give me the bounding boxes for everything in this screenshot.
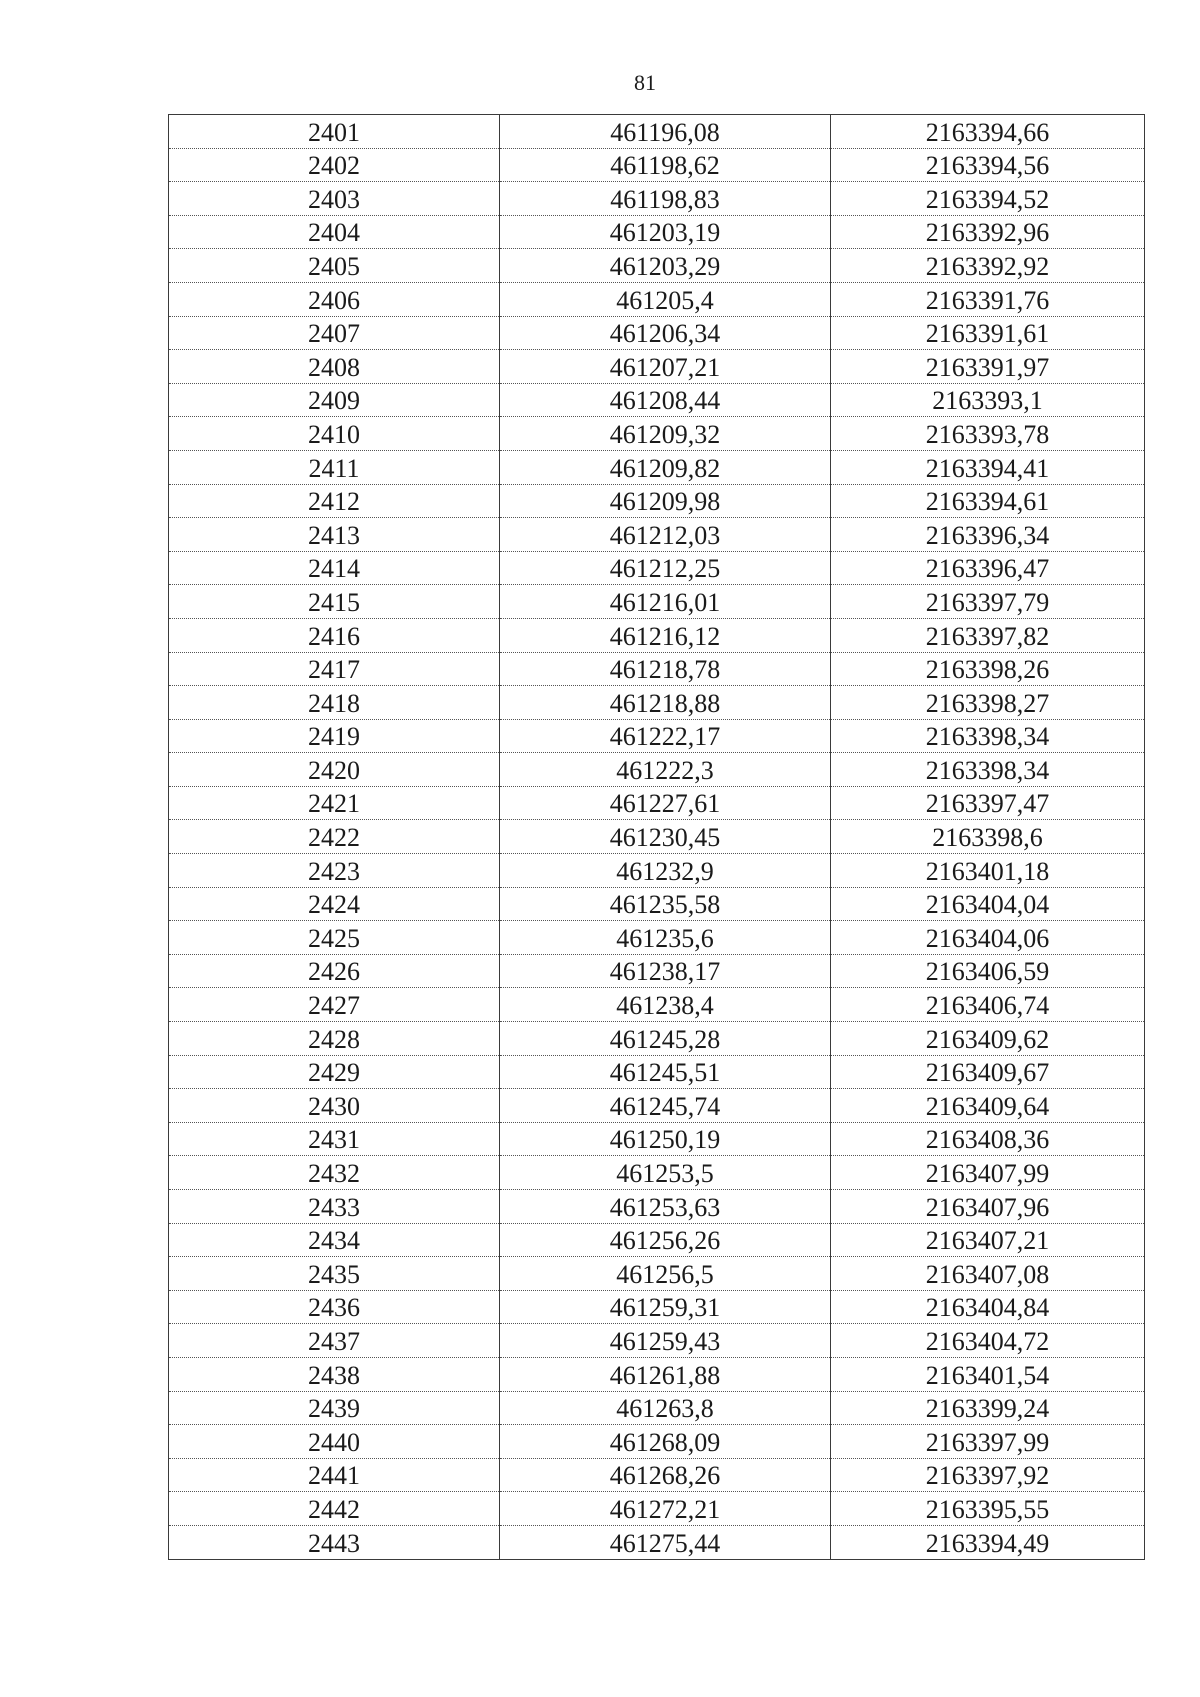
x-coordinate-cell: 461222,17 bbox=[500, 719, 831, 753]
table-row bbox=[169, 1190, 1145, 1224]
y-coordinate-cell: 2163406,74 bbox=[831, 988, 1145, 1022]
point-number-cell: 2425 bbox=[169, 921, 500, 955]
x-coordinate-cell: 461222,3 bbox=[500, 753, 831, 787]
x-coordinate-cell: 461253,5 bbox=[500, 1156, 831, 1190]
table-row bbox=[169, 1055, 1145, 1089]
x-coordinate-cell: 461206,34 bbox=[500, 316, 831, 350]
point-number-cell: 2427 bbox=[169, 988, 500, 1022]
point-number-cell: 2433 bbox=[169, 1190, 500, 1224]
y-coordinate-cell: 2163396,34 bbox=[831, 518, 1145, 552]
table-row bbox=[169, 1425, 1145, 1459]
point-number-cell: 2409 bbox=[169, 383, 500, 417]
point-number-cell: 2439 bbox=[169, 1391, 500, 1425]
point-number-cell: 2414 bbox=[169, 551, 500, 585]
table-row bbox=[169, 1257, 1145, 1291]
x-coordinate-cell: 461268,26 bbox=[500, 1458, 831, 1492]
table-row bbox=[169, 1391, 1145, 1425]
point-number-cell: 2424 bbox=[169, 887, 500, 921]
x-coordinate-cell: 461209,32 bbox=[500, 417, 831, 451]
table-row bbox=[169, 887, 1145, 921]
point-number-cell: 2410 bbox=[169, 417, 500, 451]
y-coordinate-cell: 2163397,79 bbox=[831, 585, 1145, 619]
point-number-cell: 2404 bbox=[169, 215, 500, 249]
table-row bbox=[169, 1525, 1145, 1559]
x-coordinate-cell: 461272,21 bbox=[500, 1492, 831, 1526]
coordinates-table-body bbox=[169, 115, 1145, 1560]
y-coordinate-cell: 2163394,49 bbox=[831, 1525, 1145, 1559]
x-coordinate-cell: 461208,44 bbox=[500, 383, 831, 417]
x-coordinate-cell: 461209,98 bbox=[500, 484, 831, 518]
table-row bbox=[169, 1324, 1145, 1358]
table-row bbox=[169, 1223, 1145, 1257]
coordinates-table bbox=[168, 114, 1145, 1560]
x-coordinate-cell: 461238,4 bbox=[500, 988, 831, 1022]
x-coordinate-cell: 461250,19 bbox=[500, 1122, 831, 1156]
y-coordinate-cell: 2163404,04 bbox=[831, 887, 1145, 921]
point-number-cell: 2432 bbox=[169, 1156, 500, 1190]
y-coordinate-cell: 2163392,96 bbox=[831, 215, 1145, 249]
point-number-cell: 2406 bbox=[169, 282, 500, 316]
y-coordinate-cell: 2163407,21 bbox=[831, 1223, 1145, 1257]
y-coordinate-cell: 2163407,96 bbox=[831, 1190, 1145, 1224]
x-coordinate-cell: 461268,09 bbox=[500, 1425, 831, 1459]
y-coordinate-cell: 2163404,72 bbox=[831, 1324, 1145, 1358]
point-number-cell: 2421 bbox=[169, 786, 500, 820]
point-number-cell: 2437 bbox=[169, 1324, 500, 1358]
y-coordinate-cell: 2163398,34 bbox=[831, 753, 1145, 787]
y-coordinate-cell: 2163394,52 bbox=[831, 182, 1145, 216]
x-coordinate-cell: 461205,4 bbox=[500, 282, 831, 316]
y-coordinate-cell: 2163397,92 bbox=[831, 1458, 1145, 1492]
y-coordinate-cell: 2163397,47 bbox=[831, 786, 1145, 820]
y-coordinate-cell: 2163396,47 bbox=[831, 551, 1145, 585]
table-row bbox=[169, 686, 1145, 720]
table-row bbox=[169, 316, 1145, 350]
x-coordinate-cell: 461212,25 bbox=[500, 551, 831, 585]
table-row bbox=[169, 786, 1145, 820]
y-coordinate-cell: 2163409,64 bbox=[831, 1089, 1145, 1123]
table-row bbox=[169, 753, 1145, 787]
table-row bbox=[169, 1290, 1145, 1324]
y-coordinate-cell: 2163391,97 bbox=[831, 350, 1145, 384]
y-coordinate-cell: 2163398,26 bbox=[831, 652, 1145, 686]
table-row bbox=[169, 854, 1145, 888]
point-number-cell: 2428 bbox=[169, 1022, 500, 1056]
x-coordinate-cell: 461203,19 bbox=[500, 215, 831, 249]
table-row bbox=[169, 820, 1145, 854]
y-coordinate-cell: 2163392,92 bbox=[831, 249, 1145, 283]
point-number-cell: 2401 bbox=[169, 115, 500, 149]
point-number-cell: 2403 bbox=[169, 182, 500, 216]
y-coordinate-cell: 2163409,67 bbox=[831, 1055, 1145, 1089]
table-row bbox=[169, 1357, 1145, 1391]
point-number-cell: 2434 bbox=[169, 1223, 500, 1257]
x-coordinate-cell: 461216,12 bbox=[500, 618, 831, 652]
table-row bbox=[169, 115, 1145, 149]
x-coordinate-cell: 461259,43 bbox=[500, 1324, 831, 1358]
y-coordinate-cell: 2163408,36 bbox=[831, 1122, 1145, 1156]
x-coordinate-cell: 461230,45 bbox=[500, 820, 831, 854]
y-coordinate-cell: 2163404,84 bbox=[831, 1290, 1145, 1324]
x-coordinate-cell: 461227,61 bbox=[500, 786, 831, 820]
table-row bbox=[169, 1122, 1145, 1156]
table-row bbox=[169, 518, 1145, 552]
point-number-cell: 2412 bbox=[169, 484, 500, 518]
table-row bbox=[169, 249, 1145, 283]
point-number-cell: 2405 bbox=[169, 249, 500, 283]
x-coordinate-cell: 461235,58 bbox=[500, 887, 831, 921]
x-coordinate-cell: 461253,63 bbox=[500, 1190, 831, 1224]
y-coordinate-cell: 2163394,56 bbox=[831, 148, 1145, 182]
x-coordinate-cell: 461245,28 bbox=[500, 1022, 831, 1056]
point-number-cell: 2413 bbox=[169, 518, 500, 552]
y-coordinate-cell: 2163391,76 bbox=[831, 282, 1145, 316]
point-number-cell: 2423 bbox=[169, 854, 500, 888]
table-row bbox=[169, 921, 1145, 955]
point-number-cell: 2435 bbox=[169, 1257, 500, 1291]
table-row bbox=[169, 1492, 1145, 1526]
y-coordinate-cell: 2163393,78 bbox=[831, 417, 1145, 451]
table-row bbox=[169, 1022, 1145, 1056]
x-coordinate-cell: 461198,83 bbox=[500, 182, 831, 216]
point-number-cell: 2429 bbox=[169, 1055, 500, 1089]
x-coordinate-cell: 461263,8 bbox=[500, 1391, 831, 1425]
table-row bbox=[169, 652, 1145, 686]
table-row bbox=[169, 450, 1145, 484]
point-number-cell: 2443 bbox=[169, 1525, 500, 1559]
point-number-cell: 2411 bbox=[169, 450, 500, 484]
point-number-cell: 2407 bbox=[169, 316, 500, 350]
table-row bbox=[169, 282, 1145, 316]
table-row bbox=[169, 585, 1145, 619]
y-coordinate-cell: 2163391,61 bbox=[831, 316, 1145, 350]
table-row bbox=[169, 417, 1145, 451]
x-coordinate-cell: 461232,9 bbox=[500, 854, 831, 888]
table-row bbox=[169, 1156, 1145, 1190]
y-coordinate-cell: 2163394,61 bbox=[831, 484, 1145, 518]
x-coordinate-cell: 461198,62 bbox=[500, 148, 831, 182]
x-coordinate-cell: 461256,26 bbox=[500, 1223, 831, 1257]
table-row bbox=[169, 954, 1145, 988]
y-coordinate-cell: 2163404,06 bbox=[831, 921, 1145, 955]
x-coordinate-cell: 461218,88 bbox=[500, 686, 831, 720]
y-coordinate-cell: 2163406,59 bbox=[831, 954, 1145, 988]
y-coordinate-cell: 2163394,41 bbox=[831, 450, 1145, 484]
point-number-cell: 2422 bbox=[169, 820, 500, 854]
x-coordinate-cell: 461235,6 bbox=[500, 921, 831, 955]
x-coordinate-cell: 461209,82 bbox=[500, 450, 831, 484]
y-coordinate-cell: 2163395,55 bbox=[831, 1492, 1145, 1526]
point-number-cell: 2417 bbox=[169, 652, 500, 686]
x-coordinate-cell: 461203,29 bbox=[500, 249, 831, 283]
table-row bbox=[169, 182, 1145, 216]
point-number-cell: 2438 bbox=[169, 1357, 500, 1391]
y-coordinate-cell: 2163409,62 bbox=[831, 1022, 1145, 1056]
x-coordinate-cell: 461218,78 bbox=[500, 652, 831, 686]
point-number-cell: 2440 bbox=[169, 1425, 500, 1459]
x-coordinate-cell: 461245,51 bbox=[500, 1055, 831, 1089]
y-coordinate-cell: 2163399,24 bbox=[831, 1391, 1145, 1425]
table-row bbox=[169, 383, 1145, 417]
point-number-cell: 2402 bbox=[169, 148, 500, 182]
y-coordinate-cell: 2163394,66 bbox=[831, 115, 1145, 149]
x-coordinate-cell: 461261,88 bbox=[500, 1357, 831, 1391]
y-coordinate-cell: 2163407,99 bbox=[831, 1156, 1145, 1190]
page-number: 81 bbox=[634, 70, 656, 95]
table-row bbox=[169, 350, 1145, 384]
table-row bbox=[169, 1089, 1145, 1123]
table-row bbox=[169, 215, 1145, 249]
y-coordinate-cell: 2163397,82 bbox=[831, 618, 1145, 652]
point-number-cell: 2418 bbox=[169, 686, 500, 720]
y-coordinate-cell: 2163398,27 bbox=[831, 686, 1145, 720]
y-coordinate-cell: 2163407,08 bbox=[831, 1257, 1145, 1291]
table-row bbox=[169, 988, 1145, 1022]
x-coordinate-cell: 461212,03 bbox=[500, 518, 831, 552]
x-coordinate-cell: 461196,08 bbox=[500, 115, 831, 149]
table-row bbox=[169, 148, 1145, 182]
point-number-cell: 2416 bbox=[169, 618, 500, 652]
y-coordinate-cell: 2163401,18 bbox=[831, 854, 1145, 888]
point-number-cell: 2436 bbox=[169, 1290, 500, 1324]
x-coordinate-cell: 461238,17 bbox=[500, 954, 831, 988]
point-number-cell: 2431 bbox=[169, 1122, 500, 1156]
x-coordinate-cell: 461216,01 bbox=[500, 585, 831, 619]
y-coordinate-cell: 2163397,99 bbox=[831, 1425, 1145, 1459]
point-number-cell: 2408 bbox=[169, 350, 500, 384]
x-coordinate-cell: 461256,5 bbox=[500, 1257, 831, 1291]
y-coordinate-cell: 2163401,54 bbox=[831, 1357, 1145, 1391]
point-number-cell: 2419 bbox=[169, 719, 500, 753]
table-row bbox=[169, 484, 1145, 518]
y-coordinate-cell: 2163398,6 bbox=[831, 820, 1145, 854]
table-row bbox=[169, 1458, 1145, 1492]
point-number-cell: 2430 bbox=[169, 1089, 500, 1123]
x-coordinate-cell: 461259,31 bbox=[500, 1290, 831, 1324]
table-row bbox=[169, 551, 1145, 585]
x-coordinate-cell: 461207,21 bbox=[500, 350, 831, 384]
y-coordinate-cell: 2163393,1 bbox=[831, 383, 1145, 417]
point-number-cell: 2415 bbox=[169, 585, 500, 619]
point-number-cell: 2441 bbox=[169, 1458, 500, 1492]
point-number-cell: 2426 bbox=[169, 954, 500, 988]
x-coordinate-cell: 461275,44 bbox=[500, 1525, 831, 1559]
point-number-cell: 2420 bbox=[169, 753, 500, 787]
table-row bbox=[169, 618, 1145, 652]
point-number-cell: 2442 bbox=[169, 1492, 500, 1526]
y-coordinate-cell: 2163398,34 bbox=[831, 719, 1145, 753]
table-row bbox=[169, 719, 1145, 753]
x-coordinate-cell: 461245,74 bbox=[500, 1089, 831, 1123]
